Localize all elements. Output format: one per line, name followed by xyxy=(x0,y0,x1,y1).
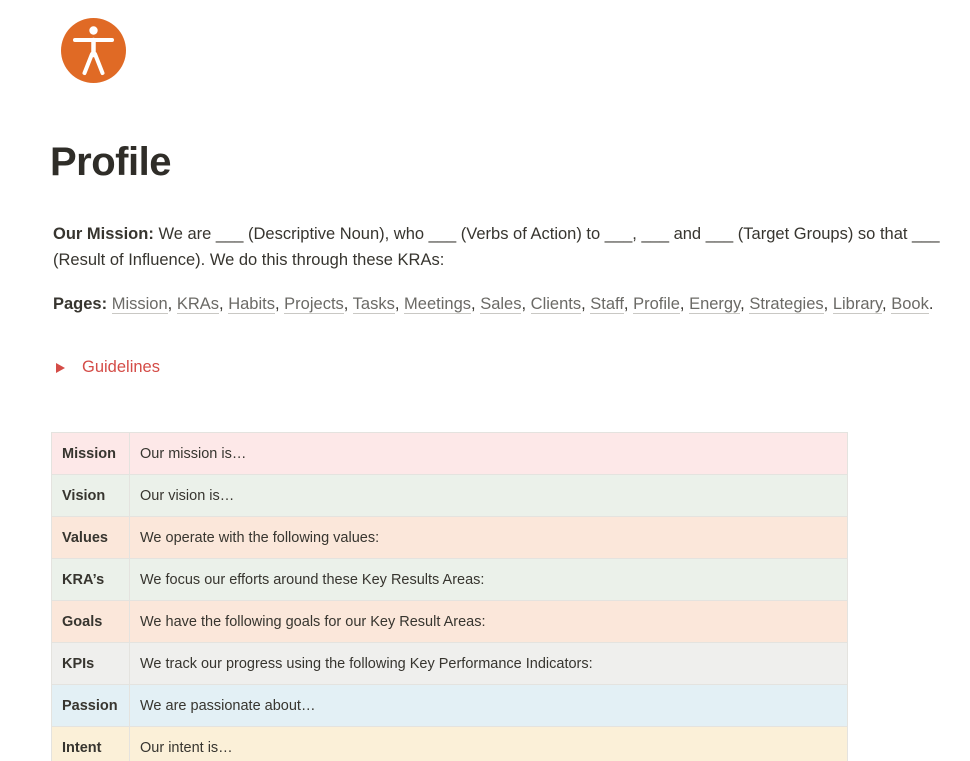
page-title: Profile xyxy=(50,140,171,184)
table-row xyxy=(52,433,848,475)
page-link-strategies[interactable]: Strategies xyxy=(749,295,824,313)
table-row xyxy=(52,475,848,517)
profile-table xyxy=(51,432,848,761)
page-link-habits[interactable]: Habits xyxy=(228,295,275,313)
accessibility-person-icon xyxy=(61,18,126,83)
pages-paragraph xyxy=(53,291,953,317)
table-row xyxy=(52,559,848,601)
row-value-cell[interactable]: Our intent is… xyxy=(130,727,848,761)
row-key-cell[interactable]: KPIs xyxy=(52,643,130,685)
row-key-cell[interactable]: Intent xyxy=(52,727,130,761)
mission-label: Our Mission: xyxy=(53,225,154,243)
row-value-cell[interactable]: We track our progress using the following Key Performance Indicators: xyxy=(130,643,848,685)
row-key-cell[interactable]: Vision xyxy=(52,475,130,517)
page-link-kras[interactable]: KRAs xyxy=(176,295,220,313)
page-link-staff[interactable]: Staff xyxy=(590,295,624,313)
pages-label: Pages: xyxy=(53,295,108,313)
row-key-cell[interactable]: Passion xyxy=(52,685,130,727)
row-key-cell[interactable]: KRA’s xyxy=(52,559,130,601)
page-link-projects[interactable]: Projects xyxy=(284,295,344,313)
row-value-cell[interactable]: We focus our efforts around these Key Results Areas: xyxy=(130,559,848,601)
row-key-cell[interactable]: Mission xyxy=(52,433,130,475)
page-link-tasks[interactable]: Tasks xyxy=(352,295,395,313)
mission-paragraph xyxy=(53,221,953,273)
page-link-energy[interactable]: Energy xyxy=(689,295,741,313)
table-row xyxy=(52,685,848,727)
page-link-sales[interactable]: Sales xyxy=(480,295,522,313)
page-link-book[interactable]: Book xyxy=(891,295,929,313)
page-icon[interactable] xyxy=(61,18,126,83)
pages-link-list: Mission, KRAs, Habits, Projects, Tasks, Meetings, Sales, Clients, Staff, Profile, Energy, Strategies, Library, Book. xyxy=(111,295,934,313)
guidelines-label: Guidelines xyxy=(82,358,160,376)
guidelines-toggle[interactable] xyxy=(56,358,160,377)
row-key-cell[interactable]: Values xyxy=(52,517,130,559)
row-value-cell[interactable]: Our mission is… xyxy=(130,433,848,475)
row-value-cell[interactable]: We have the following goals for our Key Result Areas: xyxy=(130,601,848,643)
table-row xyxy=(52,517,848,559)
mission-text: We are ___ (Descriptive Noun), who ___ (Verbs of Action) to ___, ___ and ___ (Target Groups) so that ___ (Result of Influence). We do this through these KRAs: xyxy=(53,225,940,269)
page-link-clients[interactable]: Clients xyxy=(530,295,582,313)
row-key-cell[interactable]: Goals xyxy=(52,601,130,643)
table-row xyxy=(52,601,848,643)
page-link-profile[interactable]: Profile xyxy=(633,295,680,313)
table-row xyxy=(52,643,848,685)
row-value-cell[interactable]: Our vision is… xyxy=(130,475,848,517)
page-link-mission[interactable]: Mission xyxy=(111,295,168,313)
table-row xyxy=(52,727,848,761)
pages-end: . xyxy=(928,295,934,313)
row-value-cell[interactable]: We operate with the following values: xyxy=(130,517,848,559)
page-link-library[interactable]: Library xyxy=(832,295,883,313)
triangle-right-icon[interactable] xyxy=(56,363,65,373)
page-link-meetings[interactable]: Meetings xyxy=(404,295,471,313)
row-value-cell[interactable]: We are passionate about… xyxy=(130,685,848,727)
